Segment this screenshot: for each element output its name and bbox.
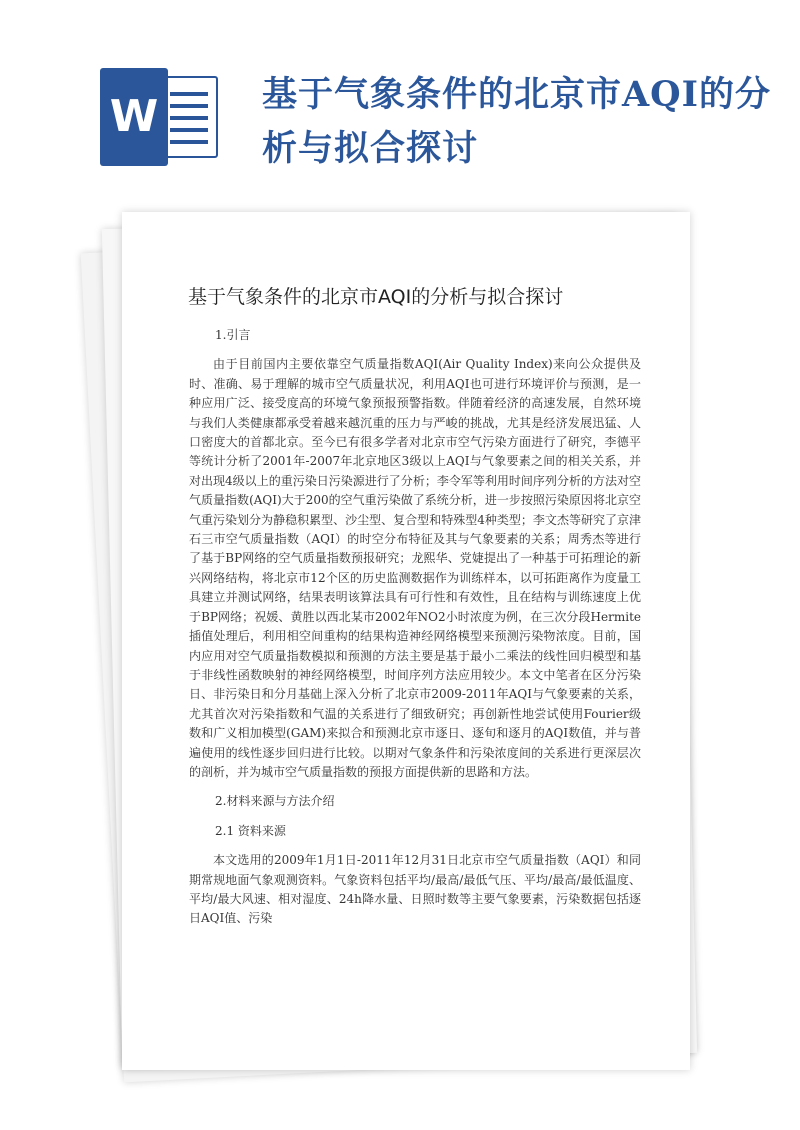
word-app-icon bbox=[100, 68, 220, 166]
paragraph-introduction: 由于目前国内主要依靠空气质量指数AQI(Air Quality Index)来向公众提供及时、准确、易于理解的城市空气质量状况，利用AQI也可进行环境评价与预测，是一种应用广泛、接受度高的环境气象预报预警指数。伴随着经济的高速发展，自然环境与我们人类健康都承受着越来越沉重的压力与严峻的挑战，尤其是经济发展迅猛、人口密度大的首都北京。至今已有很多学者对北京市空气污染方面进行了研究，李德平等统计分析了2001年-2007年北京地区3级以上AQI与气象要素之间的相关关系，并对出现4级以上的重污染日污染源进行了分析；李令军等利用时间序列分析的方法对空气质量指数(AQI)大于200的空气重污染做了系统分析，进一步按照污染原因将北京空气重污染划分为静稳积累型、沙尘型、复合型和特殊型4种类型；李文杰等研究了京津石三市空气质量指数（AQI）的时空分布特征及其与气象要素的关系；周秀杰等进行了基于BP网络的空气质量指数预报研究；龙熙华、党婕提出了一种基于可拓理论的新兴网络结构，将北京市12个区的历史监测数据作为训练样本，以可拓距离作为度量工具建立并测试网络，结果表明该算法具有可行性和有效性，且在结构与训练速度上优于BP网络；祝媛、黄胜以西北某市2002年NO2小时浓度为例，在三次分段Hermite插值处理后，利用相空间重构的结果构造神经网络模型来预测污染物浓度。目前，国内应用对空气质量指数模拟和预测的方法主要是基于最小二乘法的线性回归模型和基于非线性函数映射的神经网络模型，时间序列方法应用较少。本文中笔者在区分污染日、非污染日和分月基础上深入分析了北京市2009-2011年AQI与气象要素的关系，尤其首次对污染指数和气温的关系进行了细致研究；再创新性地尝试使用Fourier级数和广义相加模型(GAM)来拟合和预测北京市逐日、逐旬和逐月的AQI数值，并与普遍使用的线性逐步回归进行比较。以期对气象条件和污染浓度间的关系进行更深层次的剖析，并为城市空气质量指数的预报方面提供新的思路和方法。 bbox=[189, 357, 641, 779]
document-title: 基于气象条件的北京市AQI的分析与拟合探讨 bbox=[188, 286, 564, 308]
document-body bbox=[189, 326, 641, 929]
word-w-badge: W bbox=[100, 68, 168, 166]
section-heading-introduction: 1.引言 bbox=[215, 328, 251, 342]
header-title: 基于气象条件的北京市AQI的分析与拟合探讨 bbox=[262, 74, 772, 169]
subsection-heading-data-source: 2.1 资料来源 bbox=[215, 823, 286, 838]
section-heading-materials-methods: 2.材料来源与方法介绍 bbox=[215, 794, 335, 809]
paragraph-data-source: 本文选用的2009年1月1日-2011年12月31日北京市空气质量指数（AQI）和同期常规地面气象观测资料。气象资料包括平均/最高/最低气压、平均/最高/最低温度、平均/最大风速、相对湿度、24h降水量、日照时数等主要气象要素，污染数据包括逐日AQI值、污染 bbox=[189, 853, 641, 926]
